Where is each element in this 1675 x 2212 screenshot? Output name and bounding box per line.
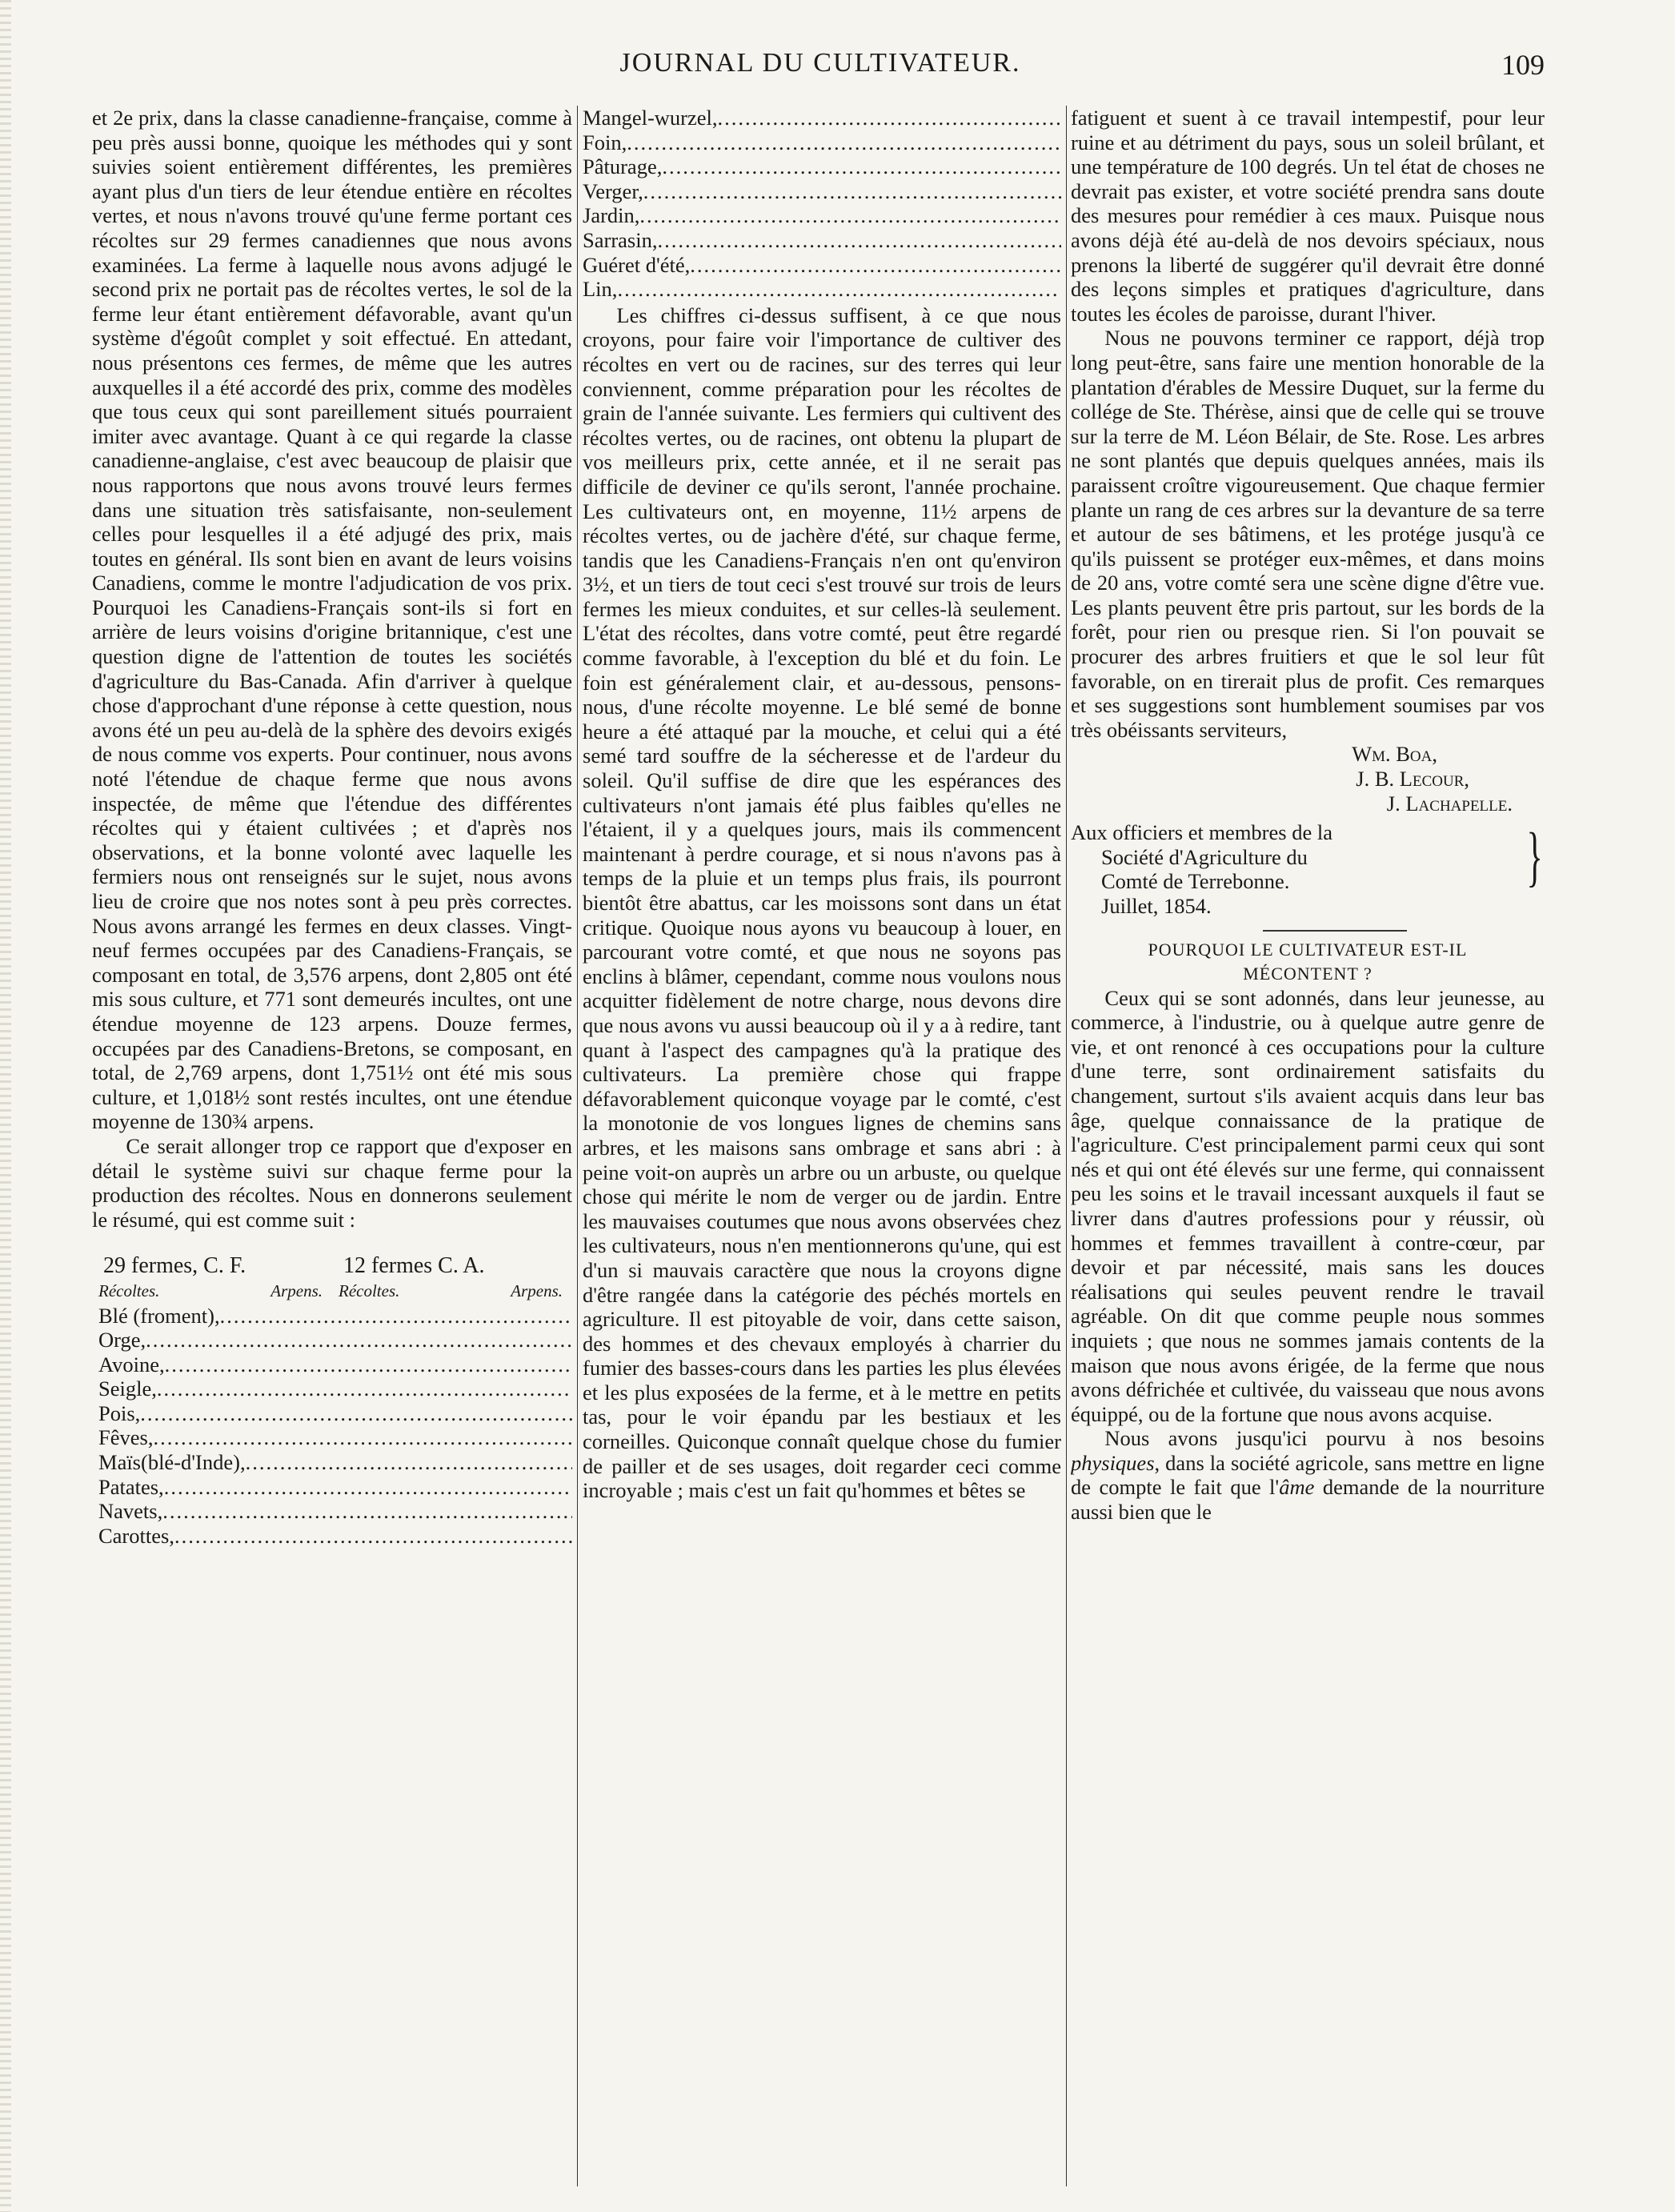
- signature: J. Lachapelle.: [1386, 791, 1513, 815]
- journal-title: JOURNAL DU CULTIVATEUR.: [619, 48, 1021, 78]
- table-row: Fêves, .....: [98, 1425, 572, 1450]
- address-line: Société d'Agriculture du: [1101, 844, 1308, 869]
- table-row: Verger, .....: [583, 179, 1061, 204]
- brace-glyph: }: [1526, 819, 1543, 895]
- letter-date: Juillet, 1854.: [1101, 894, 1212, 918]
- page-binding-edge: [0, 0, 11, 2212]
- signature: Wm. Boa,: [1352, 742, 1437, 767]
- table-row: Pâturage, .....: [583, 154, 1061, 179]
- paragraph: et 2e prix, dans la classe canadienne-française, comme à peu près aussi bonne, quoique les méthodes qui y sont suivies soient entièrement différentes, les premières ayant plus d'un tiers de leur étendue entière en récoltes vertes, et nous n'avons trouvé qu'une ferme portant ces récoltes sur 29 fermes canadiennes que nous avons examinées. La ferme à laquelle nous avons adjugé le second prix ne portait pas de récoltes vertes, le sol de la ferme leur étant entièrement défavorable, avant qu'un système d'égoût complet y soit effectué. En attedant, nous présentons ces fermes, de même que les autres auxquelles il a été accordé des prix, comme des modèles que tous ceux qui sont pareillement situés pourraient imiter avec avantage. Quant à ce qui regarde la classe canadienne-anglaise, c'est avec beaucoup de plaisir que nous rapportons que nous avons trouvé leurs fermes dans une situation très satisfaisante, non-seulement celles pour lesquelles il a été adjugé des prix, mais toutes en général. Ils sont bien en avant de leurs voisins Canadiens, comme le montre l'adjudication de vos prix. Pourquoi les Canadiens-Français sont-ils si fort en arrière de leurs voisins d'origine britannique, c'est une question digne de l'attention de toutes les sociétés d'agriculture du Bas-Canada. Afin d'arriver à quelque chose d'approchant d'une réponse à cette question, nous avons été un peu au-delà de la sphère des devoirs exigés de nous comme vos experts. Pour continuer, nous avons noté l'étendue de chaque ferme que nous avons inspectée, de même que l'étendue des différentes récoltes qui y étaient cultivées ; et d'après nos observations, et la bonne volonté avec laquelle les fermiers nous ont renseignés sur le sujet, nous avons lieu de croire que nos notes sont à peu près correctes. Nous avons arrangé les fermes en deux classes. Vingt-neuf fermes occupées par des Canadiens-Français, se composant en total, de 3,576 arpens, dont 2,805 ont été mis sous culture, et 771 sont demeurés incultes, ont une étendue moyenne de 123 arpens. Douze fermes, occupées par des Canadiens-Bretons, se composant, en total, de 2,769 arpens, dont 1,751½ ont été mis sous culture, et 1,018½ sont restés incultes, ont une étendue moyenne de 130¾ arpens.: [92, 106, 572, 1134]
- paragraph: Les chiffres ci-dessus suffisent, à ce que nous croyons, pour faire voir l'importance de cultiver des récoltes en vert ou de racines, sur des terres qui leur conviennent, comme préparation pour les récoltes de grain de l'année suivante. Les fermiers qui cultivent des récoltes vertes, ou de racines, ont obtenu la plupart de vos meilleurs prix, cette année, et il ne serait pas difficile de deviner ce qu'ils seront, l'année prochaine. Les cultivateurs ont, en moyenne, 11½ arpens de récoltes vertes, ou de jachère d'été, sur chaque ferme, tandis que les Canadiens-Français n'en ont qu'environ 3½, et un tiers de tout ceci s'est trouvé sur trois de leurs fermes les mieux conduites, et sur celles-là seulement. L'état des récoltes, dans votre comté, peut être regardé comme favorable, à l'exception du blé et du foin. Le foin est généralement clair, et au-dessous, pensons-nous, d'une récolte moyenne. Le blé semé de bonne heure a été attaqué par la mouche, et celui qui a été semé tard souffre de la sécheresse et de l'ardeur du soleil. Qu'il suffise de dire que les espérances des cultivateurs n'ont jamais été plus faibles qu'elles ne l'étaient, il y a quelques jours, mais ils commencent maintenant à perdre courage, et si nous n'avons pas à temps de la pluie et un temps plus frais, ils pourront bientôt être abattus, car les moissons sont dans un état critique. Quoique nous ayons vu beaucoup à louer, en parcourant votre comté, et que nous ne soyons pas enclins à blâmer, cependant, comme nous voulons nous acquitter fidèlement de notre charge, nous devons dire que nous avons vu aussi beaucoup où il y a à redire, tant quant à l'aspect des campagnes qu'à la pratique des cultivateurs. La première chose qui frappe défavorablement quiconque voyage par le comté, c'est la monotonie de vos longues lignes de chemins sans arbres, et les maisons sans ombrage et sans abri : à peine voit-on auprès un arbre ou un arbuste, ou quelque chose qui mérite le nom de verger ou de jardin. Entre les mauvaises coutumes que nous avons observées chez les cultivateurs, nous n'en mentionnerons qu'une, qui est d'un si mauvais caractère que nous la croyons digne d'être rangée dans la catégorie des péchés mortels en agriculture. Il est pitoyable de voir, dans cette saison, des hommes et des chevaux employés à charrier du fumier des basses-cours dans les parties les plus élevées et les plus exposées de la ferme, et à le mettre en petits tas, pour le voir épandu par les bestiaux et les corneilles. Quiconque connaît quelque chose du fumier de pailler et de ses usages, doit regarder ceci comme incroyable ; mais c'est un fait qu'hommes et bêtes se: [583, 303, 1061, 1503]
- table-heading-ca: 12 fermes C. A.: [343, 1253, 485, 1279]
- column-2: [583, 106, 1061, 2186]
- table-row: Jardin, .....: [583, 203, 1061, 228]
- signature-block: [1071, 742, 1545, 815]
- address-block: [1071, 820, 1545, 894]
- page-header: [96, 48, 1545, 96]
- section-separator: [1263, 930, 1407, 932]
- paragraph: fatiguent et suent à ce travail intempestif, pour leur ruine et au détriment du pays, sous un soleil brûlant, et une température de 100 degrés. Un tel état de choses ne devrait pas exister, et votre société prendra sans doute des mesures pour remédier à ces maux. Puisque nous avons déjà été au-delà de nos devoirs spéciaux, nous prenons la liberté de suggérer qu'il devrait être donné des leçons simples et pratiques d'agriculture, dans toutes les écoles de paroisse, durant l'hiver.: [1071, 106, 1545, 326]
- column-3: [1071, 106, 1545, 2186]
- paragraph: Ceux qui se sont adonnés, dans leur jeunesse, au commerce, à l'industrie, ou à quelque autre genre de vie, et ont renoncé à ces occupations pour la culture d'une terre, sont ordinairement satisfaits du changement, surtout s'ils avaient acquis dans leur bas âge, quelque connaissance de la pratique de l'agriculture. C'est principalement parmi ceux qui sont nés et qui ont été élevés sur une ferme, qui connaissent peu les soins et le travail incessant auxquels il faut se livrer dans d'autres professions pour y réussir, où hommes et femmes travaillent à contre-cœur, par devoir et par nécessité, mais sans les douces réalisations qui seules peuvent rendre le travail agréable. On dit que comme peuple nous sommes inquiets ; que nous ne sommes jamais contents de la maison que nous avons érigée, de la ferme que nous avons défrichée et cultivée, du vaisseau que nous avons équippé, ou de la fortune que nous avons acquise.: [1071, 985, 1545, 1426]
- table-row: Lin, .....: [583, 277, 1061, 302]
- address-line: Aux officiers et membres de la: [1071, 820, 1332, 845]
- column-rule: [577, 106, 578, 2186]
- crop-table: [92, 1304, 572, 1549]
- crop-table-subheader: [92, 1279, 572, 1304]
- col-head-crops: Récoltes.: [339, 1280, 400, 1300]
- paragraph: Ce serait allonger trop ce rapport que d'exposer en détail le système suivi sur chaque ferme pour la production des récoltes. Nous en donnerons seulement le résumé, qui est comme suit :: [92, 1133, 572, 1232]
- signature: J. B. Lecour,: [1356, 767, 1469, 791]
- paragraph: Nous avons jusqu'ici pourvu à nos besoins physiques, dans la société agricole, sans mettre en ligne de compte le fait que l'âme demande de la nourriture aussi bien que le: [1071, 1426, 1545, 1525]
- table-row: Foin, .....: [583, 130, 1061, 155]
- col-head-crops: Récoltes.: [98, 1280, 160, 1300]
- crop-table-header: [92, 1254, 572, 1279]
- table-row: Orge, .....: [98, 1328, 572, 1352]
- crop-list-cf: [583, 106, 1061, 302]
- table-heading-cf: 29 fermes, C. F.: [103, 1253, 246, 1279]
- table-row: Pois, .....: [98, 1401, 572, 1426]
- emphasis: physiques: [1071, 1450, 1155, 1475]
- column-rule: [1066, 106, 1067, 2186]
- table-row: Patates, .....: [98, 1475, 572, 1500]
- table-row: Carottes, .....: [98, 1524, 572, 1549]
- table-row: Navets, .....: [98, 1499, 572, 1524]
- table-row: Sarrasin, .....: [583, 228, 1061, 253]
- address-line: Comté de Terrebonne.: [1101, 869, 1290, 894]
- emphasis: âme: [1279, 1475, 1315, 1500]
- table-row: Seigle, .....: [98, 1376, 572, 1401]
- table-row: Maïs(blé-d'Inde), .....: [98, 1450, 572, 1475]
- paragraph: Nous ne pouvons terminer ce rapport, déjà trop long peut-être, sans faire une mention honorable de la plantation d'érables de Messire Duquet, sur la ferme du collége de Ste. Thérèse, ainsi que de celle qui se trouve sur la terre de M. Léon Bélair, de Ste. Rose. Les arbres ne sont plantés que depuis quelques années, mais ils paraissent croître vigoureusement. Que chaque fermier plante un rang de ces arbres sur la devanture de sa terre et autour de ses bâtimens, et les protége jusqu'à ce qu'ils puissent se protéger eux-mêmes, et dans moins de 20 ans, votre comté sera une scène digne d'être vue. Les plants peuvent être pris partout, sur les bords de la forêt, pour rien ou presque rien. Si l'on pouvait se procurer des arbres fruitiers et que le sol leur fût favorable, on en tirerait plus de profit. Ces remarques et ses suggestions sont humblement soumises par vos très obéissants serviteurs,: [1071, 326, 1545, 742]
- page-number: 109: [1501, 49, 1545, 81]
- column-1: [92, 106, 572, 2186]
- crop-table-continued: [583, 106, 1061, 302]
- table-row: Avoine, .....: [98, 1352, 572, 1377]
- table-row: Blé (froment), .....: [98, 1304, 572, 1328]
- section-title: POURQUOI LE CULTIVATEUR EST-IL: [1148, 939, 1468, 960]
- table-row: Mangel-wurzel, .....: [583, 106, 1061, 130]
- col-head-arpens: Arpens.: [270, 1280, 323, 1300]
- col-head-arpens: Arpens.: [511, 1280, 563, 1300]
- section-title: MÉCONTENT ?: [1243, 963, 1372, 984]
- crop-list-cf: [98, 1304, 572, 1549]
- table-row: Guéret d'été, .....: [583, 253, 1061, 278]
